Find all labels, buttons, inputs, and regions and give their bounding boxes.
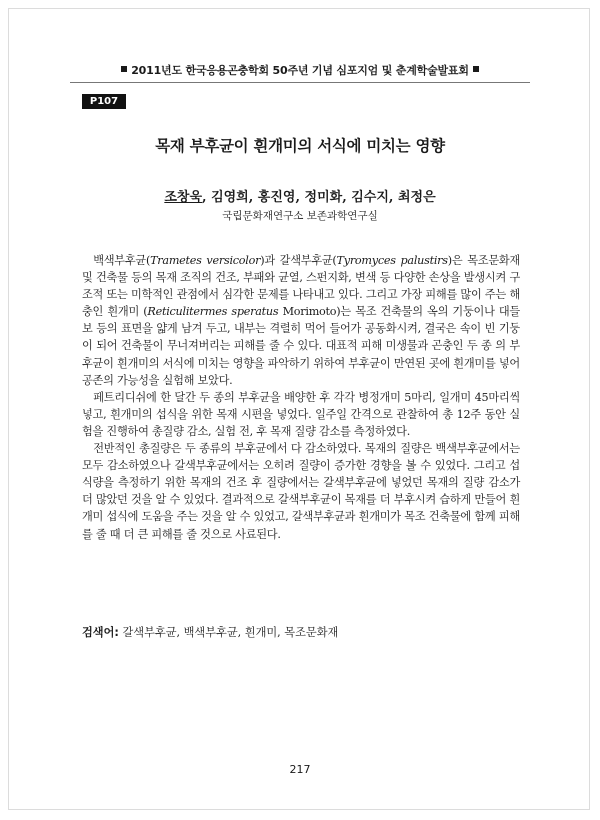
running-header	[50, 62, 550, 78]
square-bullet-icon	[473, 66, 479, 72]
paper-title: 목재 부후균이 흰개미의 서식에 미치는 영향	[155, 137, 445, 155]
abstract-body	[82, 252, 520, 543]
co-authors: , 김영희, 홍진영, 정미화, 김수지, 최정은	[202, 190, 436, 205]
species-name: Tyromyces palustirs	[336, 254, 448, 267]
author-list	[60, 186, 540, 205]
poster-id-badge: P107	[82, 94, 126, 109]
affiliation: 국립문화재연구소 보존과학연구실	[222, 210, 378, 222]
abstract-paragraph-1: 백색부후균(Trametes versicolor)과 갈색부후균(Tyromyces palustirs)은 목조문화재 및 건축물 등의 목재 조직의 건조, 부패와 균열, 스펀지화, 변색 등 다양한 손상을 발생시켜 구조적 또는 미학적인 관점에서 심각한 문제를 나타내고 있다. 그리고 가장 피해를 많이 주는 해충인 흰개미 (Reticulitermes speratus Morimoto)는 목조 건축물의 옥의 기둥이나 대들보 등의 표면을 얇게 남겨 두고, 내부는 격렬히 먹어 들어가 공동화시켜, 결국은 속이 빈 기둥이 되어 건축물이 무너져버리는 피해를 줄 수 있다. 대표적 피해 미생물과 곤충인 두 종 의 부후균이 흰개미의 서식에 미치는 영향을 파악하기 위하여 부후균이 만연된 곳에 흰개미를 넣어 공존의 가능성을 실험해 보았다.	[82, 254, 520, 387]
keywords	[82, 624, 520, 640]
presenting-author: 조창욱	[164, 190, 203, 205]
keywords-list: 갈색부후균, 백색부후균, 흰개미, 목조문화재	[118, 626, 339, 639]
square-bullet-icon	[121, 66, 127, 72]
keywords-label: 검색어:	[82, 626, 119, 639]
header-divider	[70, 82, 530, 83]
species-name: Trametes versicolor	[150, 254, 261, 267]
header-text: 2011년도 한국응용곤충학회 50주년 기념 심포지엄 및 춘계학술발표회	[131, 64, 469, 77]
species-name: Reticulitermes speratus	[147, 305, 279, 319]
abstract-paragraph-2: 페트리디쉬에 한 달간 두 종의 부후균을 배양한 후 각각 병정개미 5마리, 일개미 45마리씩 넣고, 흰개미의 섭식을 위한 목재 시편을 넣었다. 일주일 간격으로 관찰하여 총 12주 동안 실험을 진행하여 총질량 감소, 실험 전, 후 목재 질량 감소를 측정하였다.	[82, 390, 520, 438]
abstract-paragraph-3: 전반적인 총질량은 두 종류의 부후균에서 다 감소하였다. 목재의 질량은 백색부후균에서는 모두 감소하였으나 갈색부후균에서는 오히려 질량이 증가한 경향을 볼 수 있었다. 그리고 섭식량을 측정하기 위한 목재의 건조 후 질량에서는 갈색부후균에 넣었던 목재의 질량 감소가 더 많았던 것을 알 수 있었다. 결과적으로 갈색부후균이 목재를 더 부후시켜 습하게 만들어 흰개미 섭식에 도움을 주는 것을 알 수 있었고, 갈색부후균과 흰개미가 목조 건축물에 함께 피해를 줄 때 더 큰 피해를 줄 것으로 사료된다.	[82, 442, 520, 541]
page-number: 217	[289, 763, 311, 776]
